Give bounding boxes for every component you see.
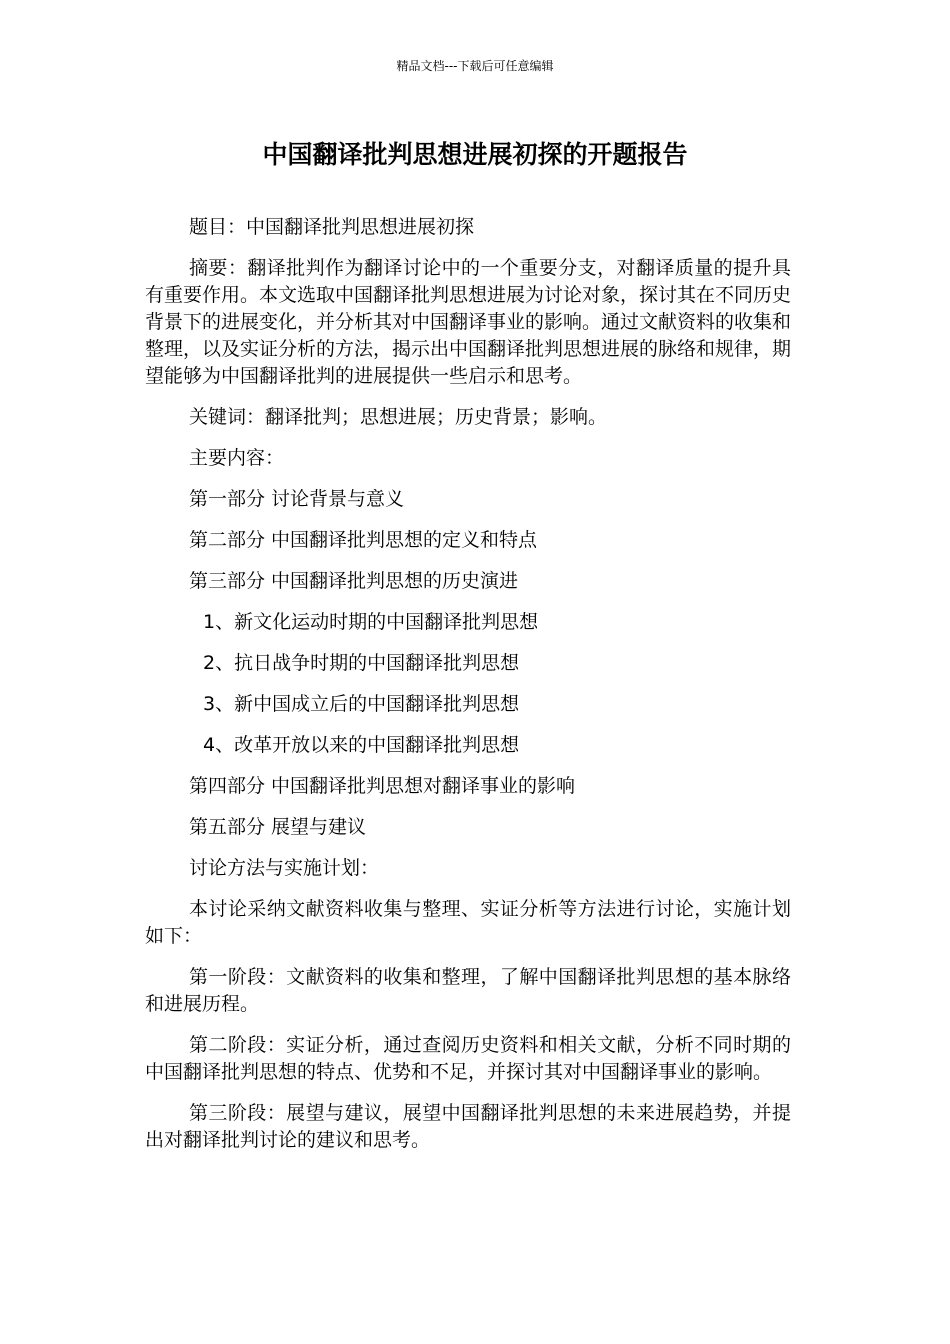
page-header: 精品文档---下载后可任意编辑 [396,59,554,73]
part-four: 第四部分 中国翻译批判思想对翻译事业的影响 [189,775,576,797]
contents-heading: 主要内容： [189,447,285,469]
subject-line: 题目：中国翻译批判思想进展初探 [189,216,475,238]
part-three-item: 2、抗日战争时期的中国翻译批判思想 [203,652,520,674]
stage-paragraph: 第一阶段：文献资料的收集和整理，了解中国翻译批判思想的基本脉络和进展历程。 [145,966,791,1015]
part-three-item: 1、新文化运动时期的中国翻译批判思想 [203,611,539,633]
part-three: 第三部分 中国翻译批判思想的历史演进 [189,570,519,592]
part-one: 第一部分 讨论背景与意义 [189,488,405,510]
document-body [145,214,791,1168]
document-title: 中国翻译批判思想进展初探的开题报告 [262,140,688,169]
part-three-item: 3、新中国成立后的中国翻译批判思想 [203,693,520,715]
abstract-paragraph: 摘要：翻译批判作为翻译讨论中的一个重要分支，对翻译质量的提升具有重要作用。本文选取中国翻译批判思想进展为讨论对象，探讨其在不同历史背景下的进展变化，并分析其对中国翻译事业的影响。通过文献资料的收集和整理，以及实证分析的方法，揭示出中国翻译批判思想进展的脉络和规律，期望能够为中国翻译批判的进展提供一些启示和思考。 [145,257,792,387]
stage-paragraph: 第二阶段：实证分析，通过查阅历史资料和相关文献，分析不同时期的中国翻译批判思想的特点、优势和不足，并探讨其对中国翻译事业的影响。 [145,1034,791,1083]
part-five: 第五部分 展望与建议 [189,816,367,838]
methods-intro-paragraph: 本讨论采纳文献资料收集与整理、实证分析等方法进行讨论，实施计划如下： [145,898,791,947]
keywords-line: 关键词：翻译批判；思想进展；历史背景；影响。 [189,406,608,428]
stage-paragraph: 第三阶段：展望与建议，展望中国翻译批判思想的未来进展趋势，并提出对翻译批判讨论的建议和思考。 [145,1102,791,1151]
part-two: 第二部分 中国翻译批判思想的定义和特点 [189,529,538,551]
part-three-item: 4、改革开放以来的中国翻译批判思想 [203,734,520,756]
methods-heading: 讨论方法与实施计划： [189,857,380,879]
